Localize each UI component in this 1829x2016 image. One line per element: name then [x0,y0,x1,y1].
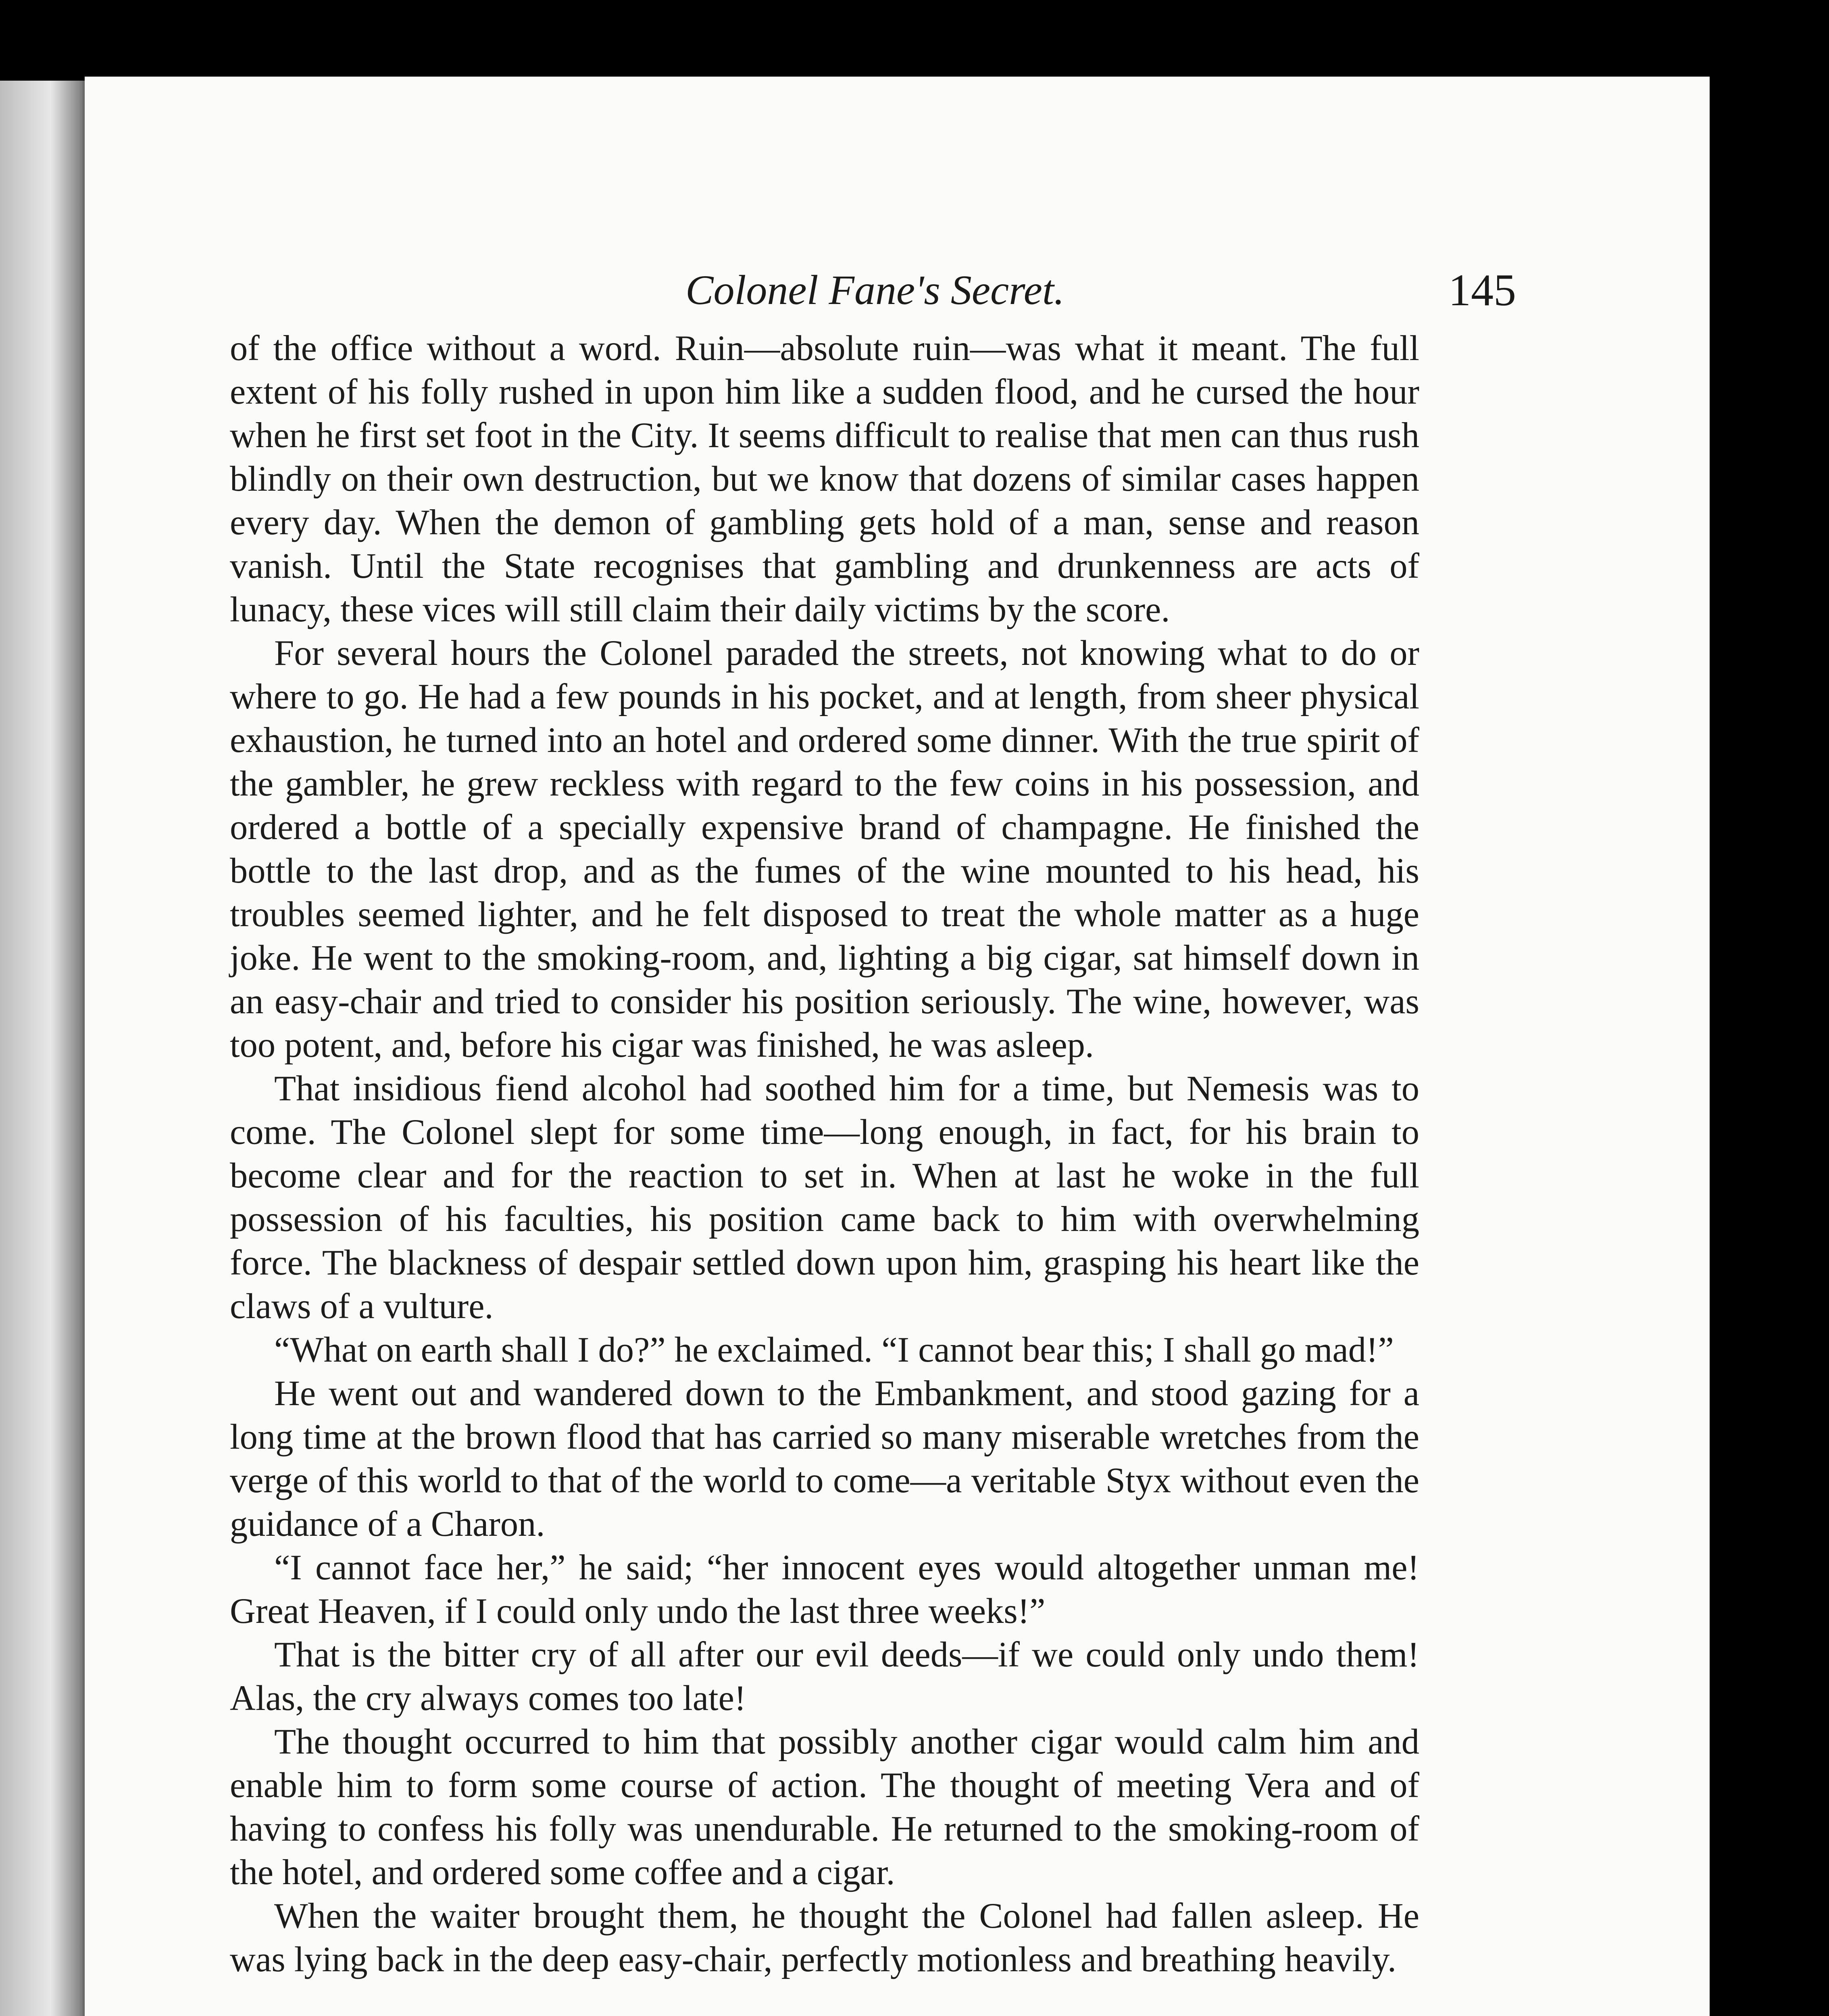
page-number: 145 [1448,265,1516,315]
paragraph: For several hours the Colonel paraded the streets, not knowing what to do or where to go. He had a few pounds in his pocket, and at length, from sheer physical exhaustion, he turned into an hotel and ordered some dinner. With the true spirit of the gambler, he grew reckless with regard to the few coins in his possession, and ordered a bottle of a specially expensive brand of champagne. He finished the bottle to the last drop, and as the fumes of the wine mounted to his head, his troubles seemed lighter, and he felt disposed to treat the whole matter as a huge joke. He went to the smoking-room, and, lighting a big cigar, sat himself down in an easy-chair and tried to consider his position seriously. The wine, however, was too potent, and, before his cigar was finished, he was asleep. [230,633,1419,1065]
body-text [230,327,1419,1981]
paragraph: He went out and wandered down to the Embankment, and stood gazing for a long time at the brown flood that has carried so many miserable wretches from the verge of this world to that of the world to come—a veritable Styx without even the guidance of a Charon. [230,1374,1419,1544]
paragraph: “What on earth shall I do?” he exclaimed. “I cannot bear this; I shall go mad!” [274,1330,1394,1370]
paragraph: of the office without a word. Ruin—absolute ruin—was what it meant. The full extent of his folly rushed in upon him like a sudden flood, and he cursed the hour when he first set foot in the City. It seems difficult to realise that men can thus rush blindly on their own destruction, but we know that dozens of similar cases happen every day. When the demon of gambling gets hold of a man, sense and reason vanish. Until the State recognises that gambling and drunkenness are acts of lunacy, these vices will still claim their daily victims by the score. [230,329,1419,629]
page-header [234,258,1516,323]
book-page [85,77,1710,2016]
paragraph: “I cannot face her,” he said; “her innocent eyes would altogether unman me! Great Heaven, if I could only undo the last three weeks!” [230,1548,1419,1631]
running-title: Colonel Fane's Secret. [685,267,1064,313]
adjacent-page-edge [0,81,85,2016]
paragraph: That insidious fiend alcohol had soothed him for a time, but Nemesis was to come. The Colonel slept for some time—long enough, in fact, for his brain to become clear and for the reaction to set in. When at last he woke in the full possession of his faculties, his position came back to him with overwhelming force. The blackness of despair settled down upon him, grasping his heart like the claws of a vulture. [230,1069,1419,1326]
paragraph: When the waiter brought them, he thought the Colonel had fallen asleep. He was lying back in the deep easy-chair, perfectly motionless and breathing heavily. [230,1896,1419,1979]
paragraph: The thought occurred to him that possibly another cigar would calm him and enable him to form some course of action. The thought of meeting Vera and of having to confess his folly was unendurable. He returned to the smoking-room of the hotel, and ordered some coffee and a cigar. [230,1722,1419,1892]
paragraph: That is the bitter cry of all after our evil deeds—if we could only undo them! Alas, the cry always comes too late! [230,1635,1419,1718]
